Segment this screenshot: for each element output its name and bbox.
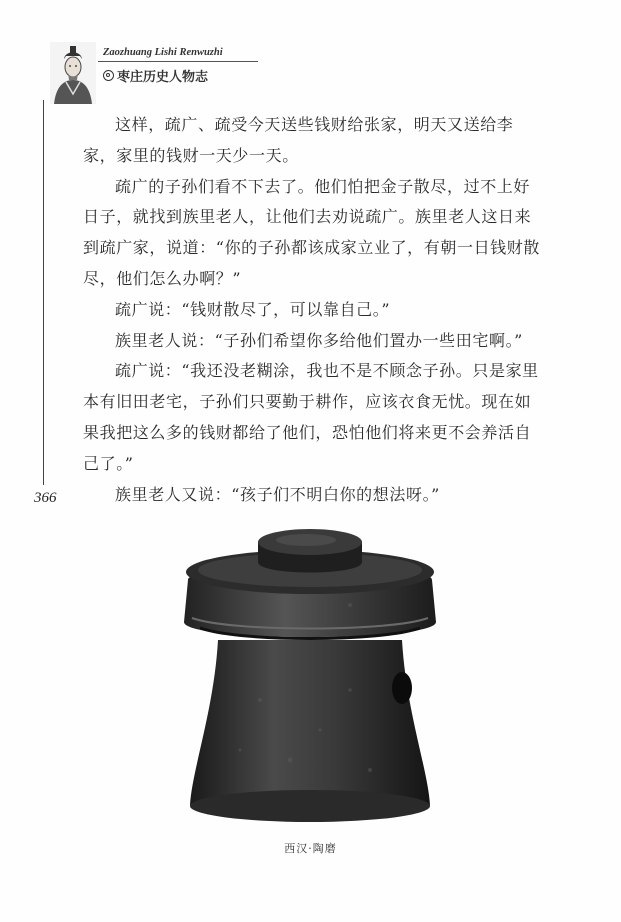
scholar-portrait-icon	[50, 42, 96, 104]
body-text	[83, 110, 543, 510]
header-pinyin: Zaozhuang Lishi Renwuzhi	[103, 47, 223, 58]
header-title-text: 枣庄历史人物志	[117, 70, 209, 85]
double-circle-icon	[103, 70, 114, 81]
paragraph: 疏广说：“我还没老糊涂，我也不是不顾念子孙。只是家里本有旧田老宅，子孙们只要勤于耕作，应该衣食无忧。现在如果我把这么多的钱财都给了他们，恐怕他们将来更不会养活自己了。”	[83, 361, 539, 473]
paragraph: 疏广的子孙们看不下去了。他们怕把金子散尽，过不上好日子，就找到族里老人，让他们去劝说疏广。族里老人这日来到疏广家，说道：“你的子孙都该成家立业了，有朝一日钱财散尽，他们怎么办啊？”	[83, 176, 540, 288]
page-number: 366	[34, 490, 57, 506]
running-header	[0, 0, 621, 110]
margin-rule	[43, 100, 44, 485]
header-rule	[98, 61, 258, 62]
paragraph: 族里老人说：“子孙们希望你多给他们置办一些田宅啊。”	[115, 330, 523, 350]
pottery-mill-photo	[170, 520, 450, 830]
paragraph: 族里老人又说：“孩子们不明白你的想法呀。”	[115, 484, 440, 504]
figure-caption: 西汉·陶磨	[284, 842, 337, 855]
paragraph: 这样，疏广、疏受今天送些钱财给张家，明天又送给李家，家里的钱财一天少一天。	[83, 115, 514, 165]
paragraph: 疏广说：“钱财散尽了，可以靠自己。”	[115, 299, 391, 319]
header-title	[103, 66, 208, 85]
